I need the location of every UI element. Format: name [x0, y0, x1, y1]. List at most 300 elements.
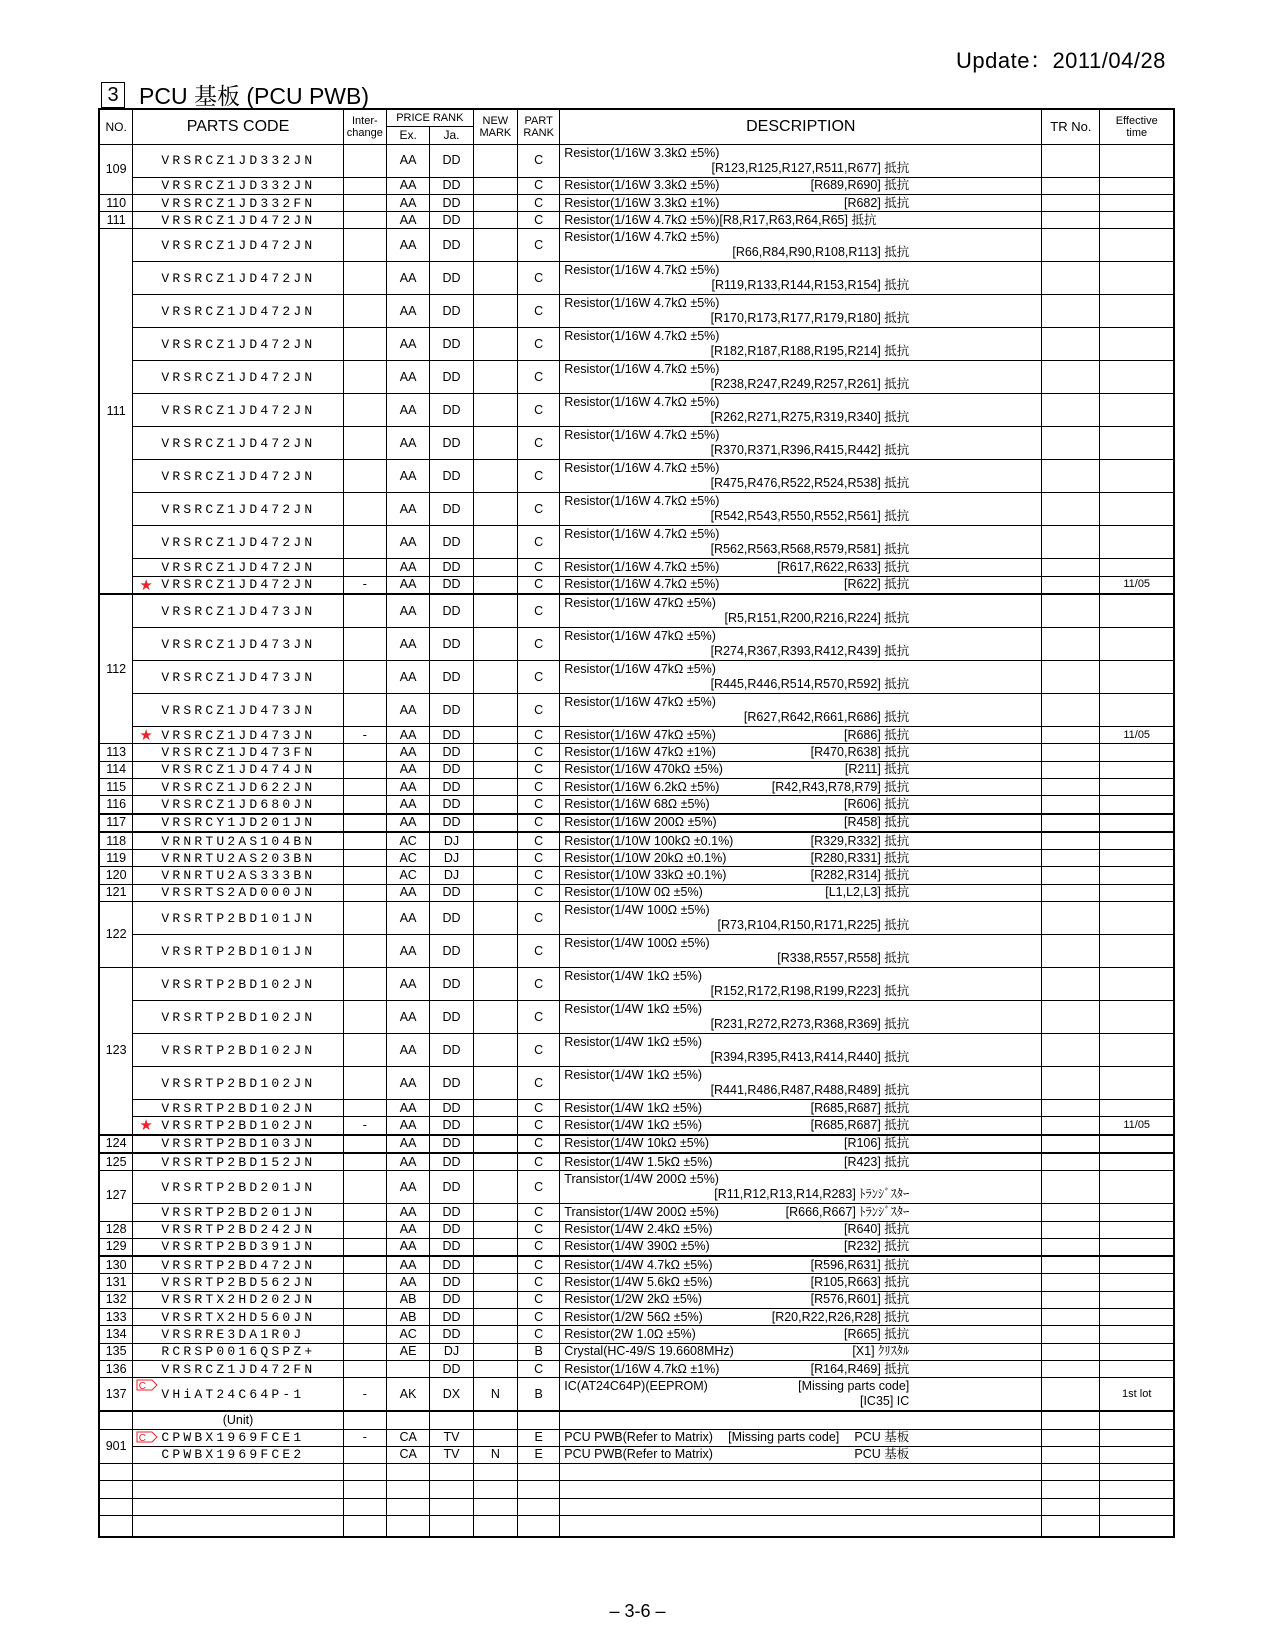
table-row — [99, 968, 1174, 1001]
description — [560, 1309, 1042, 1326]
parts-code — [133, 1326, 343, 1343]
part-rank: C — [518, 1326, 560, 1343]
interchange — [343, 1034, 386, 1067]
price-ja: DD — [430, 144, 473, 177]
tr-no — [1042, 460, 1100, 493]
empty-cell — [99, 1464, 133, 1481]
parts-code-text: VRSRCZ1JD332JN — [161, 178, 316, 194]
description-main: Resistor(1/4W 390Ω ±5%) — [564, 1239, 710, 1254]
description-refs: [R685,R687] 抵抗 — [810, 1100, 910, 1115]
parts-code-text: VRSRCZ1JD472JN — [161, 435, 316, 451]
description-line-2: [R231,R272,R273,R368,R369] 抵抗 — [710, 1017, 910, 1032]
new-mark — [473, 361, 517, 394]
price-ex: AA — [386, 1256, 429, 1274]
part-rank: E — [518, 1429, 560, 1446]
part-rank: C — [518, 1274, 560, 1291]
interchange — [343, 1309, 386, 1326]
price-ex: AA — [386, 1221, 429, 1238]
description-main: Resistor(1/4W 1kΩ ±5%) — [564, 1100, 703, 1115]
parts-code — [133, 1274, 343, 1291]
price-ex: AA — [386, 526, 429, 559]
new-mark — [473, 460, 517, 493]
price-ja: DD — [430, 1117, 473, 1135]
parts-code-text: VRSRTP2BD152JN — [161, 1154, 316, 1170]
part-rank: C — [518, 1360, 560, 1377]
part-rank: C — [518, 1238, 560, 1256]
tr-no — [1042, 850, 1100, 867]
price-ja: DD — [430, 177, 473, 194]
new-mark — [473, 661, 517, 694]
description-main: Resistor(1/16W 47kΩ ±5%) — [564, 695, 716, 710]
description-main: Resistor(1/16W 68Ω ±5%) — [564, 796, 710, 811]
description-line-1 — [564, 1430, 1039, 1445]
price-ex: AA — [386, 295, 429, 328]
part-rank: C — [518, 1153, 560, 1171]
interchange — [343, 1135, 386, 1153]
description-refs: [R576,R601] 抵抗 — [810, 1292, 910, 1307]
row-number: 111 — [99, 212, 133, 229]
row-number: 129 — [99, 1238, 133, 1256]
effective-time — [1100, 1326, 1174, 1343]
parts-code-text: VRNRTU2AS333BN — [161, 868, 316, 884]
unit-label: (Unit) — [133, 1411, 343, 1429]
part-rank: C — [518, 694, 560, 727]
parts-code-text: VRSRCZ1JD332FN — [161, 195, 316, 211]
price-ja: DD — [430, 968, 473, 1001]
description-main: Resistor(1/16W 47kΩ ±5%) — [564, 629, 716, 644]
part-rank: C — [518, 1171, 560, 1204]
new-mark — [473, 761, 517, 778]
description-main: Resistor(1/4W 10kΩ ±5%) — [564, 1136, 710, 1151]
price-ex: AA — [386, 1100, 429, 1117]
description — [560, 1171, 1042, 1204]
price-ex: AB — [386, 1291, 429, 1308]
effective-time — [1100, 177, 1174, 194]
price-ex: AA — [386, 1238, 429, 1256]
empty-row — [99, 1481, 1174, 1498]
effective-time — [1100, 394, 1174, 427]
description — [560, 628, 1042, 661]
table-row — [99, 1274, 1174, 1291]
new-mark — [473, 576, 517, 594]
new-mark — [473, 144, 517, 177]
interchange — [343, 559, 386, 576]
effective-time — [1100, 1343, 1174, 1360]
empty-cell — [343, 1515, 386, 1537]
row-number: 117 — [99, 814, 133, 832]
interchange — [343, 761, 386, 778]
description — [560, 1238, 1042, 1256]
description — [560, 427, 1042, 460]
price-ex: AA — [386, 212, 429, 229]
description-line-1 — [564, 196, 1039, 211]
price-ex: AA — [386, 935, 429, 968]
description-main: Resistor(1/10W 100kΩ ±0.1%) — [564, 833, 734, 848]
description-main: Resistor(1/10W 0Ω ±5%) — [564, 885, 703, 900]
price-ex: AA — [386, 744, 429, 761]
new-mark — [473, 493, 517, 526]
description-refs: [R665] 抵抗 — [843, 1326, 910, 1341]
parts-code — [133, 661, 343, 694]
price-ex: AA — [386, 1135, 429, 1153]
parts-code — [133, 427, 343, 460]
description — [560, 594, 1042, 628]
price-ex: CA — [386, 1429, 429, 1446]
description-main: Transistor(1/4W 200Ω ±5%) — [564, 1172, 719, 1187]
new-mark — [473, 194, 517, 211]
parts-code — [133, 576, 343, 594]
part-rank: C — [518, 144, 560, 177]
description-line-2: [R475,R476,R522,R524,R538] 抵抗 — [710, 476, 910, 491]
tr-no — [1042, 744, 1100, 761]
tr-no — [1042, 628, 1100, 661]
part-rank: C — [518, 814, 560, 832]
part-rank: C — [518, 1204, 560, 1221]
tr-no — [1042, 1171, 1100, 1204]
description-refs: [R20,R22,R26,R28] 抵抗 — [771, 1309, 910, 1324]
empty-cell — [1100, 1411, 1174, 1429]
description-line-1 — [564, 1172, 1039, 1187]
description-note: [Missing parts code] — [728, 1430, 840, 1445]
description — [560, 328, 1042, 361]
price-ja: DD — [430, 902, 473, 935]
description — [560, 1326, 1042, 1343]
new-mark — [473, 884, 517, 901]
interchange — [343, 935, 386, 968]
new-mark — [473, 394, 517, 427]
description — [560, 661, 1042, 694]
new-mark: N — [473, 1446, 517, 1463]
effective-time — [1100, 867, 1174, 884]
description-line-2: [IC35] IC — [859, 1394, 910, 1409]
price-ex: AK — [386, 1378, 429, 1412]
price-ja: DD — [430, 427, 473, 460]
new-mark — [473, 1256, 517, 1274]
description — [560, 968, 1042, 1001]
description-line-1 — [564, 596, 1039, 611]
description-line-2: [R441,R486,R487,R488,R489] 抵抗 — [710, 1083, 910, 1098]
effective-time — [1100, 229, 1174, 262]
description-main: Transistor(1/4W 200Ω ±5%) — [564, 1204, 719, 1219]
description-main: Resistor(1/16W 4.7kΩ ±5%) — [564, 230, 720, 245]
new-mark — [473, 1067, 517, 1100]
price-ja: DD — [430, 1153, 473, 1171]
col-tr-no: TR No. — [1042, 109, 1100, 144]
price-ex: AB — [386, 1309, 429, 1326]
price-ja: DD — [430, 778, 473, 795]
description — [560, 694, 1042, 727]
part-rank: C — [518, 968, 560, 1001]
part-rank: C — [518, 361, 560, 394]
description — [560, 1291, 1042, 1308]
empty-cell — [518, 1498, 560, 1515]
effective-time — [1100, 1135, 1174, 1153]
empty-cell — [386, 1515, 429, 1537]
empty-cell — [430, 1411, 473, 1429]
empty-cell — [1100, 1498, 1174, 1515]
tr-no — [1042, 661, 1100, 694]
new-item-star-icon: ★ — [139, 576, 153, 594]
price-ex: AC — [386, 832, 429, 850]
part-rank: C — [518, 661, 560, 694]
changed-mark-icon — [136, 1379, 158, 1391]
description-main: Resistor(1/16W 3.3kΩ ±1%) — [564, 195, 720, 210]
description-main: Resistor(1/16W 4.7kΩ ±5%) — [564, 560, 720, 575]
update-date: Update：2011/04/28 — [956, 48, 1166, 73]
price-ja: DD — [430, 262, 473, 295]
empty-cell — [343, 1464, 386, 1481]
description — [560, 796, 1042, 814]
table-row — [99, 935, 1174, 968]
parts-code — [133, 727, 343, 744]
description-line-1 — [564, 1258, 1039, 1273]
parts-code-text: VRSRTP2BD201JN — [161, 1204, 316, 1220]
parts-code-text: VHiAT24C64P-1 — [161, 1386, 305, 1402]
part-rank: C — [518, 1117, 560, 1135]
table-row — [99, 460, 1174, 493]
interchange — [343, 832, 386, 850]
parts-code — [133, 328, 343, 361]
table-row — [99, 1360, 1174, 1377]
parts-code-text: VRSRCZ1JD332JN — [161, 153, 316, 169]
description-line-1 — [564, 178, 1039, 193]
price-ex: AA — [386, 1204, 429, 1221]
description — [560, 394, 1042, 427]
part-rank: C — [518, 1135, 560, 1153]
part-rank: C — [518, 850, 560, 867]
interchange — [343, 361, 386, 394]
price-ja: DD — [430, 526, 473, 559]
new-mark — [473, 1034, 517, 1067]
price-ja: DD — [430, 194, 473, 211]
description-refs: [R470,R638] 抵抗 — [810, 745, 910, 760]
part-rank: C — [518, 295, 560, 328]
parts-code-text: VRSRTX2HD202JN — [161, 1292, 316, 1308]
parts-code-text: VRSRCZ1JD473JN — [161, 636, 316, 652]
effective-time — [1100, 628, 1174, 661]
page-number: – 3-6 – — [609, 1601, 666, 1621]
tr-no — [1042, 1135, 1100, 1153]
part-rank: C — [518, 832, 560, 850]
table-row — [99, 1309, 1174, 1326]
empty-cell — [430, 1498, 473, 1515]
part-rank: C — [518, 559, 560, 576]
table-row — [99, 1153, 1174, 1171]
price-ex: AA — [386, 761, 429, 778]
description-main: Resistor(1/10W 20kΩ ±0.1%) — [564, 850, 727, 865]
part-rank: C — [518, 229, 560, 262]
empty-cell — [386, 1464, 429, 1481]
row-number: 122 — [99, 902, 133, 968]
table-row — [99, 394, 1174, 427]
part-rank: C — [518, 727, 560, 744]
part-rank: C — [518, 460, 560, 493]
row-number: 116 — [99, 796, 133, 814]
new-mark — [473, 229, 517, 262]
tr-no — [1042, 1309, 1100, 1326]
price-ex: AA — [386, 177, 429, 194]
parts-code-text: VRSRTS2AD000JN — [161, 885, 316, 901]
parts-code — [133, 1360, 343, 1377]
description-line-1 — [564, 797, 1039, 812]
price-ex: AA — [386, 628, 429, 661]
section-title-text: PCU 基板 (PCU PWB) — [139, 83, 369, 109]
description-refs: [R282,R314] 抵抗 — [810, 868, 910, 883]
description-line-1 — [564, 428, 1039, 443]
effective-time — [1100, 493, 1174, 526]
description-refs: [R666,R667] ﾄﾗﾝｼﾞｽﾀｰ — [785, 1204, 910, 1219]
price-ex: AA — [386, 814, 429, 832]
description-refs: [R617,R622,R633] 抵抗 — [777, 560, 910, 575]
parts-code — [133, 594, 343, 628]
description-line-1 — [564, 1239, 1039, 1254]
price-ja: DD — [430, 628, 473, 661]
parts-code-text: RCRSP0016QSPZ+ — [161, 1344, 316, 1360]
col-description: DESCRIPTION — [560, 109, 1042, 144]
new-mark — [473, 262, 517, 295]
table-row — [99, 1326, 1174, 1343]
description-line-2: [R66,R84,R90,R108,R113] 抵抗 — [732, 245, 910, 260]
parts-code — [133, 460, 343, 493]
new-item-star-icon: ★ — [139, 726, 153, 744]
description-refs: [R211] 抵抗 — [844, 762, 910, 777]
parts-code — [133, 212, 343, 229]
new-mark — [473, 1429, 517, 1446]
section-number: 3 — [101, 82, 125, 108]
row-number: 124 — [99, 1135, 133, 1153]
parts-code-text: VRSRCZ1JD472JN — [161, 501, 316, 517]
description-main: Resistor(1/4W 100Ω ±5%) — [564, 903, 710, 918]
description-line-1 — [564, 1447, 1039, 1462]
price-ex: AA — [386, 229, 429, 262]
parts-code — [133, 1171, 343, 1204]
description — [560, 493, 1042, 526]
description-line-1 — [564, 146, 1039, 161]
table-row — [99, 1001, 1174, 1034]
parts-code — [133, 832, 343, 850]
description-line-1 — [564, 1035, 1039, 1050]
interchange — [343, 394, 386, 427]
description-line-1 — [564, 969, 1039, 984]
description-main: Resistor(1/16W 470kΩ ±5%) — [564, 762, 723, 777]
description-refs: [R423] 抵抗 — [843, 1154, 910, 1169]
description — [560, 144, 1042, 177]
table-row — [99, 1238, 1174, 1256]
part-rank: C — [518, 884, 560, 901]
new-mark — [473, 526, 517, 559]
description-line-1 — [564, 1118, 1039, 1133]
description-line-1 — [564, 1379, 1039, 1394]
parts-code-text: VRSRTP2BD562JN — [161, 1275, 316, 1291]
table-row — [99, 1343, 1174, 1360]
new-mark — [473, 968, 517, 1001]
parts-code — [133, 1221, 343, 1238]
table-row — [99, 576, 1174, 594]
description-line-1 — [564, 1136, 1039, 1151]
interchange — [343, 661, 386, 694]
price-ja: DD — [430, 328, 473, 361]
interchange — [343, 867, 386, 884]
row-number: 125 — [99, 1153, 133, 1171]
effective-time — [1100, 778, 1174, 795]
table-row — [99, 661, 1174, 694]
price-ex: AA — [386, 361, 429, 394]
row-number: 111 — [99, 229, 133, 594]
price-ex: AA — [386, 1001, 429, 1034]
parts-code — [133, 744, 343, 761]
part-rank: C — [518, 744, 560, 761]
tr-no — [1042, 1221, 1100, 1238]
effective-time — [1100, 361, 1174, 394]
part-rank: C — [518, 1256, 560, 1274]
description-line-2: [R542,R543,R550,R552,R561] 抵抗 — [710, 509, 910, 524]
description-note: [Missing parts code] — [798, 1379, 910, 1394]
parts-code-text: VRSRTP2BD102JN — [161, 1009, 316, 1025]
interchange — [343, 493, 386, 526]
tr-no — [1042, 262, 1100, 295]
table-row — [99, 1446, 1174, 1463]
parts-code — [133, 1309, 343, 1326]
description — [560, 1343, 1042, 1360]
new-mark — [473, 744, 517, 761]
new-mark — [473, 1291, 517, 1308]
tr-no — [1042, 576, 1100, 594]
empty-cell — [1042, 1481, 1100, 1498]
parts-code — [133, 194, 343, 211]
description-line-1 — [564, 395, 1039, 410]
tr-no — [1042, 935, 1100, 968]
description-refs: PCU 基板 — [854, 1447, 910, 1462]
interchange — [343, 628, 386, 661]
new-mark — [473, 1221, 517, 1238]
tr-no — [1042, 902, 1100, 935]
tr-no — [1042, 526, 1100, 559]
effective-time — [1100, 1238, 1174, 1256]
description — [560, 460, 1042, 493]
description-refs: [R280,R331] 抵抗 — [810, 850, 910, 865]
price-ja: DD — [430, 394, 473, 427]
price-ex: AA — [386, 661, 429, 694]
empty-cell — [386, 1498, 429, 1515]
empty-cell — [99, 1481, 133, 1498]
new-mark — [473, 832, 517, 850]
interchange — [343, 1343, 386, 1360]
tr-no — [1042, 1446, 1100, 1463]
description-main: Resistor(1/16W 4.7kΩ ±5%) — [564, 362, 720, 377]
row-number: 128 — [99, 1221, 133, 1238]
table-row — [99, 594, 1174, 628]
effective-time — [1100, 460, 1174, 493]
row-number: 114 — [99, 761, 133, 778]
tr-no — [1042, 144, 1100, 177]
table-row — [99, 902, 1174, 935]
price-ex: AA — [386, 1153, 429, 1171]
description-line-2: [R445,R446,R514,R570,R592] 抵抗 — [710, 677, 910, 692]
description-main: Resistor(1/16W 4.7kΩ ±5%) — [564, 263, 720, 278]
row-number: 135 — [99, 1343, 133, 1360]
interchange — [343, 144, 386, 177]
empty-cell — [99, 1498, 133, 1515]
parts-code — [133, 1117, 343, 1135]
effective-time — [1100, 1429, 1174, 1446]
effective-time: 1st lot — [1100, 1378, 1174, 1412]
empty-cell — [560, 1515, 1042, 1537]
description — [560, 832, 1042, 850]
new-mark — [473, 867, 517, 884]
tr-no — [1042, 694, 1100, 727]
part-rank: C — [518, 796, 560, 814]
parts-code-text: VRSRCZ1JD472JN — [161, 402, 316, 418]
